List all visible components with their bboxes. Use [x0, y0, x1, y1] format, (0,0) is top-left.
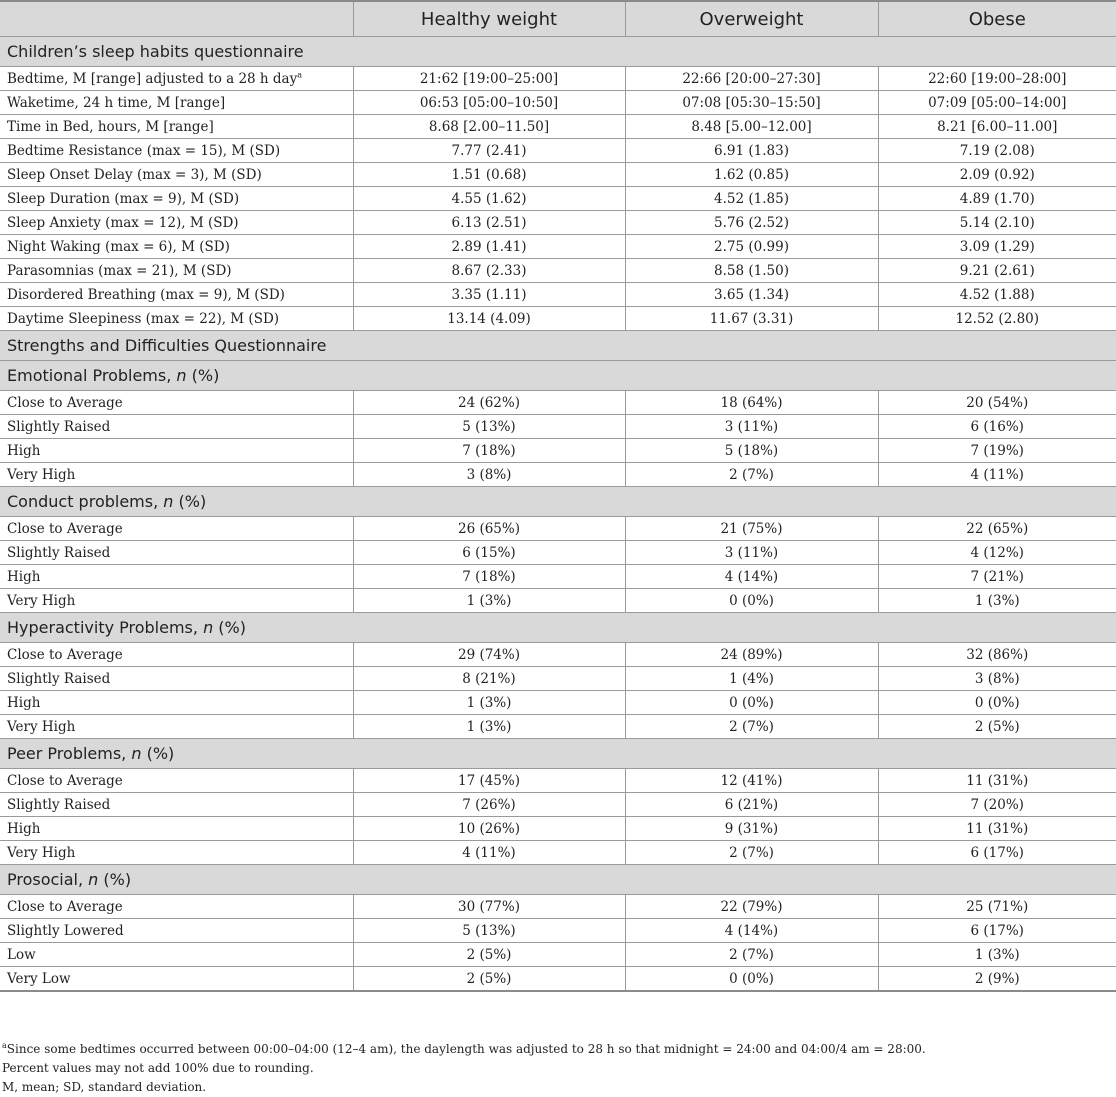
table-row: [0, 211, 1116, 235]
table-row: [0, 919, 1116, 943]
obese-value: 2 (5%): [878, 715, 1116, 739]
healthy-weight-value: 7.77 (2.41): [353, 139, 625, 163]
table-row: [0, 667, 1116, 691]
row-label-text: Bedtime Resistance (max = 15), M (SD): [7, 142, 281, 159]
section-title-suffix: (%): [173, 492, 207, 511]
row-label-text: Slightly Raised: [7, 670, 111, 687]
row-label: [0, 415, 353, 439]
footnote-marker: a: [297, 70, 303, 79]
table-row: [0, 439, 1116, 463]
row-label-text: Very High: [7, 466, 76, 483]
section-header-row: [0, 331, 1116, 361]
healthy-weight-value: 8 (21%): [353, 667, 625, 691]
row-label: [0, 841, 353, 865]
row-label-text: Night Waking (max = 6), M (SD): [7, 238, 230, 255]
healthy-weight-value: 7 (18%): [353, 565, 625, 589]
row-label: [0, 943, 353, 967]
row-label-text: Sleep Duration (max = 9), M (SD): [7, 190, 240, 207]
row-label: [0, 139, 353, 163]
healthy-weight-value: 21:62 [19:00–25:00]: [353, 67, 625, 91]
table-row: [0, 589, 1116, 613]
healthy-weight-value: 4.55 (1.62): [353, 187, 625, 211]
table-row: [0, 235, 1116, 259]
overweight-value: 4 (14%): [625, 565, 878, 589]
section-header-row: [0, 865, 1116, 895]
obese-value: 12.52 (2.80): [878, 307, 1116, 331]
row-label: [0, 439, 353, 463]
overweight-value: 12 (41%): [625, 769, 878, 793]
section-title-suffix: (%): [213, 618, 246, 637]
obese-value: 22 (65%): [878, 517, 1116, 541]
section-title: [0, 739, 1116, 769]
row-label-text: Close to Average: [7, 898, 123, 915]
obese-value: 8.21 [6.00–11.00]: [878, 115, 1116, 139]
table-row: [0, 943, 1116, 967]
row-label: [0, 667, 353, 691]
row-label: [0, 391, 353, 415]
table-row: [0, 163, 1116, 187]
healthy-weight-value: 3.35 (1.11): [353, 283, 625, 307]
row-label-text: Slightly Raised: [7, 796, 111, 813]
row-label: [0, 919, 353, 943]
healthy-weight-value: 2 (5%): [353, 943, 625, 967]
row-label-text: Close to Average: [7, 520, 123, 537]
section-header-row: [0, 739, 1116, 769]
section-header-row: [0, 361, 1116, 391]
table-body: [0, 37, 1116, 992]
row-label-text: Waketime, 24 h time, M [range]: [7, 94, 226, 111]
section-title-text: Hyperactivity Problems,: [7, 618, 204, 637]
row-label: [0, 307, 353, 331]
obese-value: 1 (3%): [878, 589, 1116, 613]
obese-value: 7 (20%): [878, 793, 1116, 817]
healthy-weight-value: 1 (3%): [353, 589, 625, 613]
overweight-value: 2 (7%): [625, 841, 878, 865]
footnote-a-marker: a: [2, 1041, 7, 1050]
obese-value: 2 (9%): [878, 967, 1116, 992]
healthy-weight-value: 13.14 (4.09): [353, 307, 625, 331]
header-healthy-weight: Healthy weight: [353, 1, 625, 37]
section-title-suffix: (%): [186, 366, 220, 385]
obese-value: 4 (11%): [878, 463, 1116, 487]
section-title-italic-n: n: [176, 366, 187, 385]
row-label: [0, 541, 353, 565]
row-label-text: Time in Bed, hours, M [range]: [7, 118, 214, 135]
obese-value: 11 (31%): [878, 769, 1116, 793]
obese-value: 22:60 [19:00–28:00]: [878, 67, 1116, 91]
section-title-italic-n: n: [163, 492, 174, 511]
table-row: [0, 565, 1116, 589]
row-label-text: Slightly Raised: [7, 418, 111, 435]
healthy-weight-value: 5 (13%): [353, 415, 625, 439]
row-label-text: Very High: [7, 844, 76, 861]
section-title-text: Children’s sleep habits questionnaire: [7, 42, 304, 61]
row-label-text: Close to Average: [7, 772, 123, 789]
row-label-text: Bedtime, M [range] adjusted to a 28 h day: [7, 70, 298, 87]
section-title: [0, 37, 1116, 67]
section-title-text: Strengths and Difficulties Questionnaire: [7, 336, 327, 355]
section-title-text: Peer Problems,: [7, 744, 132, 763]
section-title-italic-n: n: [88, 870, 99, 889]
table-row: [0, 283, 1116, 307]
row-label-text: Very High: [7, 592, 76, 609]
overweight-value: 6.91 (1.83): [625, 139, 878, 163]
overweight-value: 11.67 (3.31): [625, 307, 878, 331]
obese-value: 32 (86%): [878, 643, 1116, 667]
table-row: [0, 793, 1116, 817]
header-blank-cell: [0, 1, 353, 37]
row-label: [0, 817, 353, 841]
table-row: [0, 541, 1116, 565]
row-label-text: Parasomnias (max = 21), M (SD): [7, 262, 232, 279]
healthy-weight-value: 10 (26%): [353, 817, 625, 841]
row-label-text: Sleep Onset Delay (max = 3), M (SD): [7, 166, 262, 183]
overweight-value: 22:66 [20:00–27:30]: [625, 67, 878, 91]
row-label: [0, 235, 353, 259]
footnote-rounding: Percent values may not add 100% due to rounding.: [2, 1061, 314, 1075]
row-label: [0, 643, 353, 667]
section-header-row: [0, 487, 1116, 517]
healthy-weight-value: 1.51 (0.68): [353, 163, 625, 187]
obese-value: 6 (17%): [878, 919, 1116, 943]
footnote-a-text: Since some bedtimes occurred between 00:00–04:00 (12–4 am), the daylength was adjusted to 28 h so that midnight = 24:00 and 04:00/4 am = 28:00.: [6, 1042, 926, 1056]
obese-value: 7 (21%): [878, 565, 1116, 589]
obese-value: 6 (17%): [878, 841, 1116, 865]
row-label: [0, 187, 353, 211]
row-label: [0, 967, 353, 992]
overweight-value: 2 (7%): [625, 715, 878, 739]
healthy-weight-value: 26 (65%): [353, 517, 625, 541]
row-label: [0, 115, 353, 139]
obese-value: 4.89 (1.70): [878, 187, 1116, 211]
overweight-value: 24 (89%): [625, 643, 878, 667]
healthy-weight-value: 7 (26%): [353, 793, 625, 817]
healthy-weight-value: 30 (77%): [353, 895, 625, 919]
healthy-weight-value: 06:53 [05:00–10:50]: [353, 91, 625, 115]
section-title-italic-n: n: [131, 744, 142, 763]
row-label: [0, 463, 353, 487]
overweight-value: 07:08 [05:30–15:50]: [625, 91, 878, 115]
section-header-row: [0, 37, 1116, 67]
row-label: [0, 211, 353, 235]
overweight-value: 0 (0%): [625, 967, 878, 992]
row-label: [0, 793, 353, 817]
obese-value: 5.14 (2.10): [878, 211, 1116, 235]
row-label-text: Very Low: [7, 970, 71, 987]
overweight-value: 1.62 (0.85): [625, 163, 878, 187]
row-label-text: Slightly Lowered: [7, 922, 124, 939]
row-label-text: Sleep Anxiety (max = 12), M (SD): [7, 214, 239, 231]
row-label-text: High: [7, 694, 41, 711]
section-title: [0, 865, 1116, 895]
healthy-weight-value: 1 (3%): [353, 691, 625, 715]
overweight-value: 3 (11%): [625, 541, 878, 565]
overweight-value: 5.76 (2.52): [625, 211, 878, 235]
obese-value: 2.09 (0.92): [878, 163, 1116, 187]
obese-value: 1 (3%): [878, 943, 1116, 967]
footnote-abbreviations: M, mean; SD, standard deviation.: [2, 1080, 207, 1094]
healthy-weight-value: 17 (45%): [353, 769, 625, 793]
row-label-text: Daytime Sleepiness (max = 22), M (SD): [7, 310, 280, 327]
healthy-weight-value: 2.89 (1.41): [353, 235, 625, 259]
healthy-weight-value: 2 (5%): [353, 967, 625, 992]
obese-value: 6 (16%): [878, 415, 1116, 439]
section-title: [0, 487, 1116, 517]
obese-value: 3.09 (1.29): [878, 235, 1116, 259]
section-title-suffix: (%): [141, 744, 175, 763]
section-title-suffix: (%): [98, 870, 132, 889]
row-label: [0, 691, 353, 715]
overweight-value: 3 (11%): [625, 415, 878, 439]
table-row: [0, 415, 1116, 439]
section-title-text: Emotional Problems,: [7, 366, 177, 385]
healthy-weight-value: 1 (3%): [353, 715, 625, 739]
row-label-text: Close to Average: [7, 394, 123, 411]
healthy-weight-value: 5 (13%): [353, 919, 625, 943]
overweight-value: 4.52 (1.85): [625, 187, 878, 211]
table-row: [0, 139, 1116, 163]
section-header-row: [0, 613, 1116, 643]
row-label: [0, 769, 353, 793]
footnote-a: [0, 1040, 1110, 1059]
healthy-weight-value: 8.68 [2.00–11.50]: [353, 115, 625, 139]
overweight-value: 2 (7%): [625, 943, 878, 967]
table-row: [0, 259, 1116, 283]
row-label-text: Slightly Raised: [7, 544, 111, 561]
table-row: [0, 817, 1116, 841]
row-label-text: Close to Average: [7, 646, 123, 663]
healthy-weight-value: 24 (62%): [353, 391, 625, 415]
table-row: [0, 895, 1116, 919]
overweight-value: 9 (31%): [625, 817, 878, 841]
table-row: [0, 715, 1116, 739]
row-label-text: High: [7, 442, 41, 459]
table-row: [0, 769, 1116, 793]
table-row: [0, 391, 1116, 415]
table-row: [0, 91, 1116, 115]
healthy-weight-value: 4 (11%): [353, 841, 625, 865]
healthy-weight-value: 6 (15%): [353, 541, 625, 565]
row-label-text: Very High: [7, 718, 76, 735]
table-row: [0, 691, 1116, 715]
overweight-value: 8.48 [5.00–12.00]: [625, 115, 878, 139]
row-label-text: High: [7, 820, 41, 837]
row-label: [0, 91, 353, 115]
row-label: [0, 67, 353, 91]
overweight-value: 0 (0%): [625, 691, 878, 715]
overweight-value: 18 (64%): [625, 391, 878, 415]
section-title-text: Prosocial,: [7, 870, 89, 889]
healthy-weight-value: 7 (18%): [353, 439, 625, 463]
overweight-value: 0 (0%): [625, 589, 878, 613]
row-label-text: Disordered Breathing (max = 9), M (SD): [7, 286, 285, 303]
healthy-weight-value: 6.13 (2.51): [353, 211, 625, 235]
obese-value: 25 (71%): [878, 895, 1116, 919]
row-label: [0, 895, 353, 919]
overweight-value: 22 (79%): [625, 895, 878, 919]
section-title: [0, 331, 1116, 361]
table-row: [0, 115, 1116, 139]
row-label: [0, 163, 353, 187]
table-row: [0, 643, 1116, 667]
table-row: [0, 967, 1116, 992]
section-title-italic-n: n: [203, 618, 214, 637]
obese-value: 11 (31%): [878, 817, 1116, 841]
obese-value: 3 (8%): [878, 667, 1116, 691]
overweight-value: 1 (4%): [625, 667, 878, 691]
table-footnotes: [0, 1040, 1110, 1097]
section-title: [0, 613, 1116, 643]
table-row: [0, 463, 1116, 487]
row-label-text: Low: [7, 946, 36, 963]
table-row: [0, 517, 1116, 541]
section-title: [0, 361, 1116, 391]
table-header-row: [0, 1, 1116, 37]
obese-value: 9.21 (2.61): [878, 259, 1116, 283]
row-label: [0, 565, 353, 589]
table-row: [0, 307, 1116, 331]
row-label: [0, 517, 353, 541]
overweight-value: 5 (18%): [625, 439, 878, 463]
overweight-value: 4 (14%): [625, 919, 878, 943]
header-overweight: Overweight: [625, 1, 878, 37]
obese-value: 20 (54%): [878, 391, 1116, 415]
obese-value: 7 (19%): [878, 439, 1116, 463]
obese-value: 7.19 (2.08): [878, 139, 1116, 163]
overweight-value: 8.58 (1.50): [625, 259, 878, 283]
healthy-weight-value: 8.67 (2.33): [353, 259, 625, 283]
healthy-weight-value: 3 (8%): [353, 463, 625, 487]
table-row: [0, 67, 1116, 91]
section-title-text: Conduct problems,: [7, 492, 164, 511]
overweight-value: 21 (75%): [625, 517, 878, 541]
obese-value: 0 (0%): [878, 691, 1116, 715]
overweight-value: 2.75 (0.99): [625, 235, 878, 259]
obese-value: 4 (12%): [878, 541, 1116, 565]
obese-value: 07:09 [05:00–14:00]: [878, 91, 1116, 115]
row-label: [0, 715, 353, 739]
obese-value: 4.52 (1.88): [878, 283, 1116, 307]
row-label: [0, 283, 353, 307]
row-label: [0, 259, 353, 283]
overweight-value: 3.65 (1.34): [625, 283, 878, 307]
row-label: [0, 589, 353, 613]
overweight-value: 2 (7%): [625, 463, 878, 487]
table-row: [0, 187, 1116, 211]
row-label-text: High: [7, 568, 41, 585]
header-obese: Obese: [878, 1, 1116, 37]
table-row: [0, 841, 1116, 865]
healthy-weight-value: 29 (74%): [353, 643, 625, 667]
overweight-value: 6 (21%): [625, 793, 878, 817]
